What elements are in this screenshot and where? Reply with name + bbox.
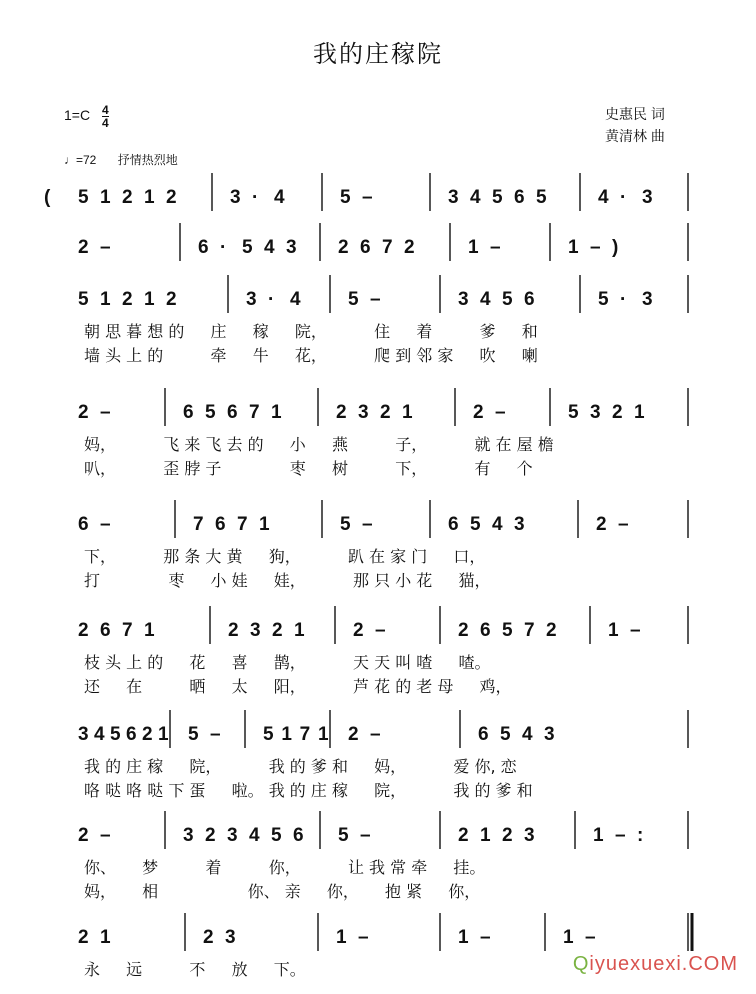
note-glyph: 3 — [642, 289, 653, 310]
note-glyph: · — [620, 289, 627, 310]
note-glyph: 5 — [340, 514, 351, 535]
lyric-line: 打 枣 小 娃 娃， 那 只 小 花 猫， — [84, 571, 491, 590]
note-glyph: 7 — [193, 514, 204, 535]
note-glyph: 1 — [144, 187, 155, 208]
note-glyph: – — [375, 620, 386, 641]
note-glyph: – — [210, 724, 221, 745]
note-glyph: 1 — [480, 825, 491, 846]
note-glyph: 5 — [205, 402, 216, 423]
note-glyph: 5 — [348, 289, 359, 310]
note-glyph: 4 — [522, 724, 533, 745]
time-numerator: 4 — [101, 103, 109, 117]
note-glyph: 6 — [78, 514, 89, 535]
note-glyph: – — [100, 237, 111, 258]
note-glyph: 2 — [205, 825, 216, 846]
note-glyph: 1 — [634, 402, 645, 423]
lyric-line: 叭， 歪 脖 子 枣 树 下， 有 个 — [84, 459, 533, 478]
note-glyph: 1 — [458, 927, 469, 948]
note-glyph: 2 — [166, 289, 177, 310]
open-paren: ( — [44, 187, 51, 208]
note-glyph: 2 — [348, 724, 359, 745]
note-glyph: 3 — [448, 187, 459, 208]
note-glyph: 1 — [100, 187, 111, 208]
lyric-line: 你、 梦 着 你， 让 我 常 牵 挂。 — [84, 858, 486, 877]
note-glyph: – — [590, 237, 601, 258]
note-glyph: – — [100, 825, 111, 846]
note-glyph: 5 — [492, 187, 503, 208]
note-glyph: 6 — [215, 514, 226, 535]
note-glyph: 4 — [249, 825, 260, 846]
note-glyph: 6 — [183, 402, 194, 423]
note-glyph: 4 — [492, 514, 503, 535]
note-glyph: 1 — [336, 927, 347, 948]
note-glyph: 7 — [382, 237, 393, 258]
note-glyph: 5 — [340, 187, 351, 208]
note-glyph: 7 — [249, 402, 260, 423]
note-glyph: · — [252, 187, 259, 208]
lyric-line: 下， 那 条 大 黄 狗， 趴 在 家 门 口， — [84, 547, 486, 566]
note-glyph: 1 — [402, 402, 413, 423]
note-glyph: 7 — [524, 620, 535, 641]
note-glyph: 5 — [500, 724, 511, 745]
note-glyph: 1 — [281, 724, 292, 745]
note-glyph: – — [100, 402, 111, 423]
note-glyph: 4 — [94, 724, 105, 745]
note-glyph: – — [630, 620, 641, 641]
note-glyph: 6 — [524, 289, 535, 310]
note-glyph: · — [620, 187, 627, 208]
note-glyph: 1 — [259, 514, 270, 535]
note-glyph: 3 — [642, 187, 653, 208]
note-glyph: 5 — [110, 724, 121, 745]
lyricist-credit: 史惠民 词 — [605, 106, 665, 122]
note-glyph: 5 — [536, 187, 547, 208]
note-glyph: 1 — [144, 289, 155, 310]
note-glyph: – — [362, 514, 373, 535]
watermark-prefix: Q — [572, 953, 590, 975]
note-glyph: 4 — [290, 289, 301, 310]
note-glyph: 6 — [360, 237, 371, 258]
note-glyph: 6 — [514, 187, 525, 208]
note-glyph: 3 — [183, 825, 194, 846]
note-glyph: – — [495, 402, 506, 423]
note-glyph: 5 — [263, 724, 274, 745]
note-glyph: 2 — [78, 620, 89, 641]
note-glyph: 7 — [237, 514, 248, 535]
note-glyph: 3 — [286, 237, 297, 258]
note-glyph: 5 — [271, 825, 282, 846]
note-glyph: 4 — [598, 187, 609, 208]
note-glyph: · — [220, 237, 227, 258]
note-glyph: 2 — [596, 514, 607, 535]
note-glyph: 2 — [404, 237, 415, 258]
tempo-value: ♩=72 — [64, 153, 97, 167]
time-denominator: 4 — [101, 116, 109, 130]
note-glyph: 7 — [122, 620, 133, 641]
note-glyph: 2 — [502, 825, 513, 846]
note-glyph: 5 — [502, 289, 513, 310]
note-glyph: 1 — [100, 927, 111, 948]
expression-mark: 抒情热烈地 — [117, 153, 178, 167]
note-glyph: 2 — [458, 620, 469, 641]
lyric-line: 妈， 飞 来 飞 去 的 小 燕 子， 就 在 屋 檐 — [84, 435, 554, 454]
watermark-text: iyuexuexi.COM — [589, 953, 738, 975]
note-glyph: 6 — [126, 724, 137, 745]
note-glyph: · — [268, 289, 275, 310]
note-glyph: 1 — [271, 402, 282, 423]
note-glyph: 2 — [458, 825, 469, 846]
composer-credit: 黄清林 曲 — [605, 128, 665, 144]
note-glyph: 3 — [458, 289, 469, 310]
note-glyph: 1 — [608, 620, 619, 641]
key-label: 1=C — [64, 107, 91, 124]
note-glyph: 3 — [225, 927, 236, 948]
note-glyph: 3 — [514, 514, 525, 535]
lyric-line: 永 远 不 放 下。 — [84, 960, 306, 979]
song-title: 我的庄稼院 — [313, 41, 443, 68]
note-glyph: – — [360, 825, 371, 846]
note-glyph: 6 — [227, 402, 238, 423]
note-glyph: 5 — [502, 620, 513, 641]
note-glyph: 2 — [272, 620, 283, 641]
note-glyph: ) — [612, 237, 619, 258]
note-glyph: 5 — [338, 825, 349, 846]
note-glyph: 6 — [198, 237, 209, 258]
note-glyph: – — [358, 927, 369, 948]
note-glyph: 2 — [78, 927, 89, 948]
note-glyph: 4 — [470, 187, 481, 208]
note-glyph: 2 — [122, 187, 133, 208]
lyric-line: 咯 哒 咯 哒 下 蛋 啦。 我 的 庄 稼 院， 我 的 爹 和 — [84, 781, 533, 800]
note-glyph: 1 — [294, 620, 305, 641]
note-glyph: 2 — [78, 402, 89, 423]
lyric-line: 还 在 晒 太 阳， 芦 花 的 老 母 鸡， — [84, 677, 512, 696]
note-glyph: 2 — [353, 620, 364, 641]
note-glyph: 5 — [598, 289, 609, 310]
note-glyph: 3 — [246, 289, 257, 310]
note-glyph: 2 — [612, 402, 623, 423]
note-glyph: 5 — [470, 514, 481, 535]
note-glyph: – — [100, 514, 111, 535]
lyric-line: 朝 思 暮 想 的 庄 稼 院， 住 着 爹 和 — [84, 322, 538, 341]
note-glyph: 5 — [188, 724, 199, 745]
note-glyph: 4 — [264, 237, 275, 258]
note-glyph: 1 — [568, 237, 579, 258]
lyric-line: 枝 头 上 的 花 喜 鹊， 天 天 叫 喳 喳。 — [84, 653, 491, 672]
note-glyph: 2 — [203, 927, 214, 948]
note-glyph: 6 — [100, 620, 111, 641]
note-glyph: 2 — [122, 289, 133, 310]
note-glyph: 1 — [468, 237, 479, 258]
note-glyph: 2 — [546, 620, 557, 641]
note-glyph: – — [615, 825, 626, 846]
note-glyph: – — [370, 724, 381, 745]
note-glyph: 1 — [144, 620, 155, 641]
note-glyph: 1 — [100, 289, 111, 310]
note-glyph: 1 — [593, 825, 604, 846]
note-glyph: – — [490, 237, 501, 258]
note-glyph: 3 — [78, 724, 89, 745]
note-glyph: – — [585, 927, 596, 948]
note-glyph: 6 — [293, 825, 304, 846]
note-glyph: 2 — [380, 402, 391, 423]
note-glyph: 3 — [230, 187, 241, 208]
note-glyph: 4 — [274, 187, 285, 208]
note-glyph: 3 — [227, 825, 238, 846]
lyric-line: 我 的 庄 稼 院， 我 的 爹 和 妈， 爱 你, 恋 — [84, 757, 517, 776]
note-glyph: 2 — [142, 724, 153, 745]
note-glyph: 5 — [568, 402, 579, 423]
note-glyph: 3 — [524, 825, 535, 846]
note-glyph: 2 — [78, 237, 89, 258]
note-glyph: 3 — [358, 402, 369, 423]
lyric-line: 妈， 相 你、 亲 你， 抱 紧 你， — [84, 882, 481, 901]
note-glyph: – — [370, 289, 381, 310]
note-glyph: 2 — [473, 402, 484, 423]
note-glyph: 6 — [448, 514, 459, 535]
note-glyph: 2 — [166, 187, 177, 208]
note-glyph: 2 — [78, 825, 89, 846]
note-glyph: – — [480, 927, 491, 948]
note-glyph: – — [362, 187, 373, 208]
note-glyph: 1 — [158, 724, 169, 745]
note-glyph: 2 — [338, 237, 349, 258]
note-glyph: 3 — [544, 724, 555, 745]
note-glyph: 3 — [590, 402, 601, 423]
note-glyph: 1 — [318, 724, 329, 745]
note-glyph: 3 — [250, 620, 261, 641]
note-glyph: 6 — [478, 724, 489, 745]
note-glyph: 6 — [480, 620, 491, 641]
note-glyph: 5 — [242, 237, 253, 258]
note-glyph: – — [618, 514, 629, 535]
note-glyph: 5 — [78, 289, 89, 310]
site-watermark — [573, 953, 738, 976]
note-glyph: 5 — [78, 187, 89, 208]
note-glyph: 1 — [563, 927, 574, 948]
note-glyph: 2 — [336, 402, 347, 423]
note-glyph: : — [637, 825, 644, 846]
note-glyph: 4 — [480, 289, 491, 310]
lyric-line: 墙 头 上 的 牵 牛 花， 爬 到 邻 家 吹 喇 — [84, 346, 538, 365]
note-glyph: 7 — [299, 724, 311, 745]
note-glyph: 2 — [228, 620, 239, 641]
